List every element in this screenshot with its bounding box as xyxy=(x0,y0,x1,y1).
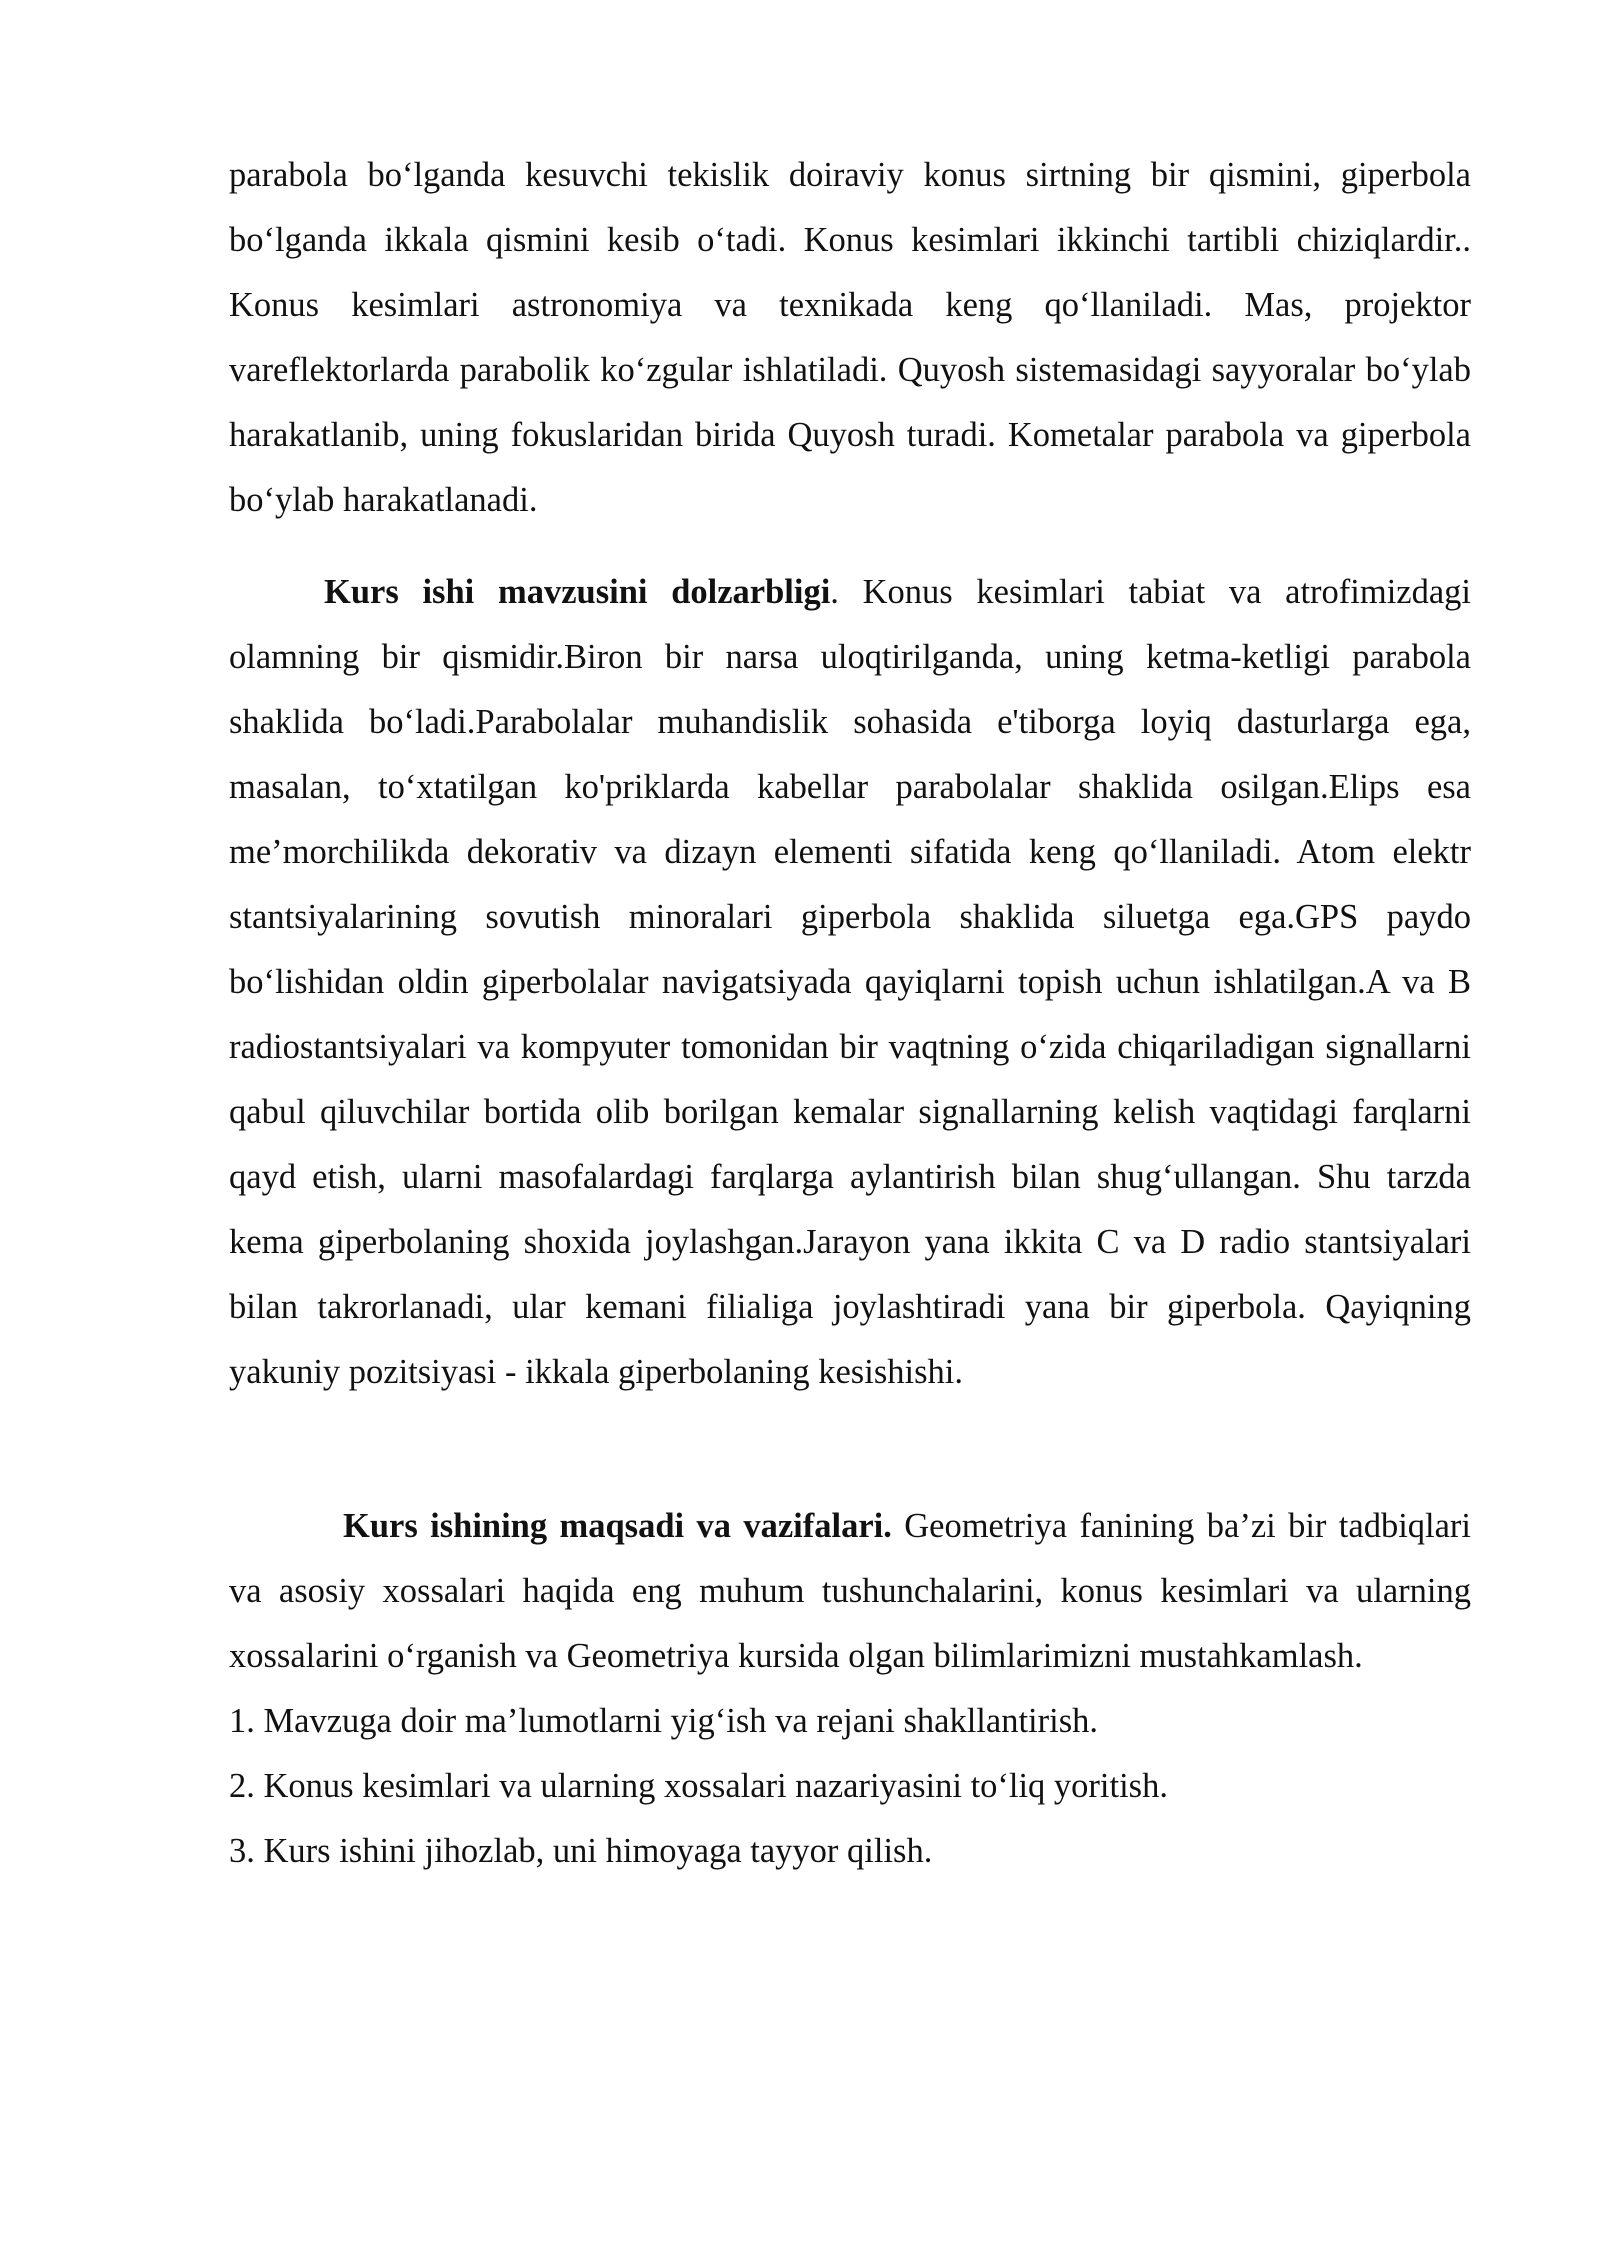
task-item-1: 1. Mavzuga doir ma’lumotlarni yig‘ish va rejani shakllantirish. xyxy=(229,1702,1099,1740)
task-item-3: 3. Kurs ishini jihozlab, uni himoyaga tayyor qilish. xyxy=(229,1832,933,1870)
task-item-2: 2. Konus kesimlari va ularning xossalari nazariyasini to‘liq yoritish. xyxy=(229,1767,1168,1805)
goals-section xyxy=(229,1494,1471,1884)
intro-paragraph: parabola bo‘lganda kesuvchi tekislik doiraviy konus sirtning bir qismini, giperbola bo‘lganda ikkala qismini kesib o‘tadi. Konus kesimlari ikkinchi tartibli chiziqlardir.. Konus kesimlari astronomiya va texnikada keng qo‘llaniladi. Mas, projektor vareflektorlarda parabolik ko‘zgular ishlatiladi. Quyosh sistemasidagi sayyoralar bo‘ylab harakatlanib, uning fokuslaridan birida Quyosh turadi. Kometalar parabola va giperbola bo‘ylab harakatlanadi. xyxy=(229,156,1471,519)
relevance-section xyxy=(229,560,1471,1405)
relevance-text: . Konus kesimlari tabiat va atrofimizdagi olamning bir qismidir.Biron bir narsa uloqtirilganda, uning ketma-ketligi parabola shaklida bo‘ladi.Parabolalar muhandislik sohasida e'tiborga loyiq dasturlarga ega, masalan, to‘xtatilgan ko'priklarda kabellar parabolalar shaklida osilgan.Elips esa me’morchilikda dekorativ va dizayn elementi sifatida keng qo‘llaniladi. Atom elektr stantsiyalarining sovutish minoralari giperbola shaklida siluetga ega.GPS paydo bo‘lishidan oldin giperbolalar navigatsiyada qayiqlarni topish uchun ishlatilgan.A va B radiostantsiyalari va kompyuter tomonidan bir vaqtning o‘zida chiqariladigan signallarni qabul qiluvchilar bortida olib borilgan kemalar signallarning kelish vaqtidagi farqlarni qayd etish, ularni masofalardagi farqlarga aylantirish bilan shug‘ullangan. Shu tarzda kema giperbolaning shoxida joylashgan.Jarayon yana ikkita C va D radio stantsiyalari bilan takrorlanadi, ular kemani filialiga joylashtiradi yana bir giperbola. Qayiqning yakuniy pozitsiyasi - ikkala giperbolaning kesishishi. xyxy=(229,573,1471,1391)
goals-paragraph xyxy=(229,1494,1471,1689)
relevance-paragraph xyxy=(229,560,1471,1405)
goals-text: Geometriya fanining ba’zi bir tadbiqlari va asosiy xossalari haqida eng muhum tushunchalarini, konus kesimlari va ularning xossalarini o‘rganish va Geometriya kursida olgan bilimlarimizni mustahkamlash. xyxy=(229,1507,1471,1675)
goals-heading: Kurs ishining maqsadi va vazifalari. xyxy=(343,1507,892,1545)
intro-section xyxy=(229,143,1471,533)
relevance-heading: Kurs ishi mavzusini dolzarbligi xyxy=(324,573,831,611)
